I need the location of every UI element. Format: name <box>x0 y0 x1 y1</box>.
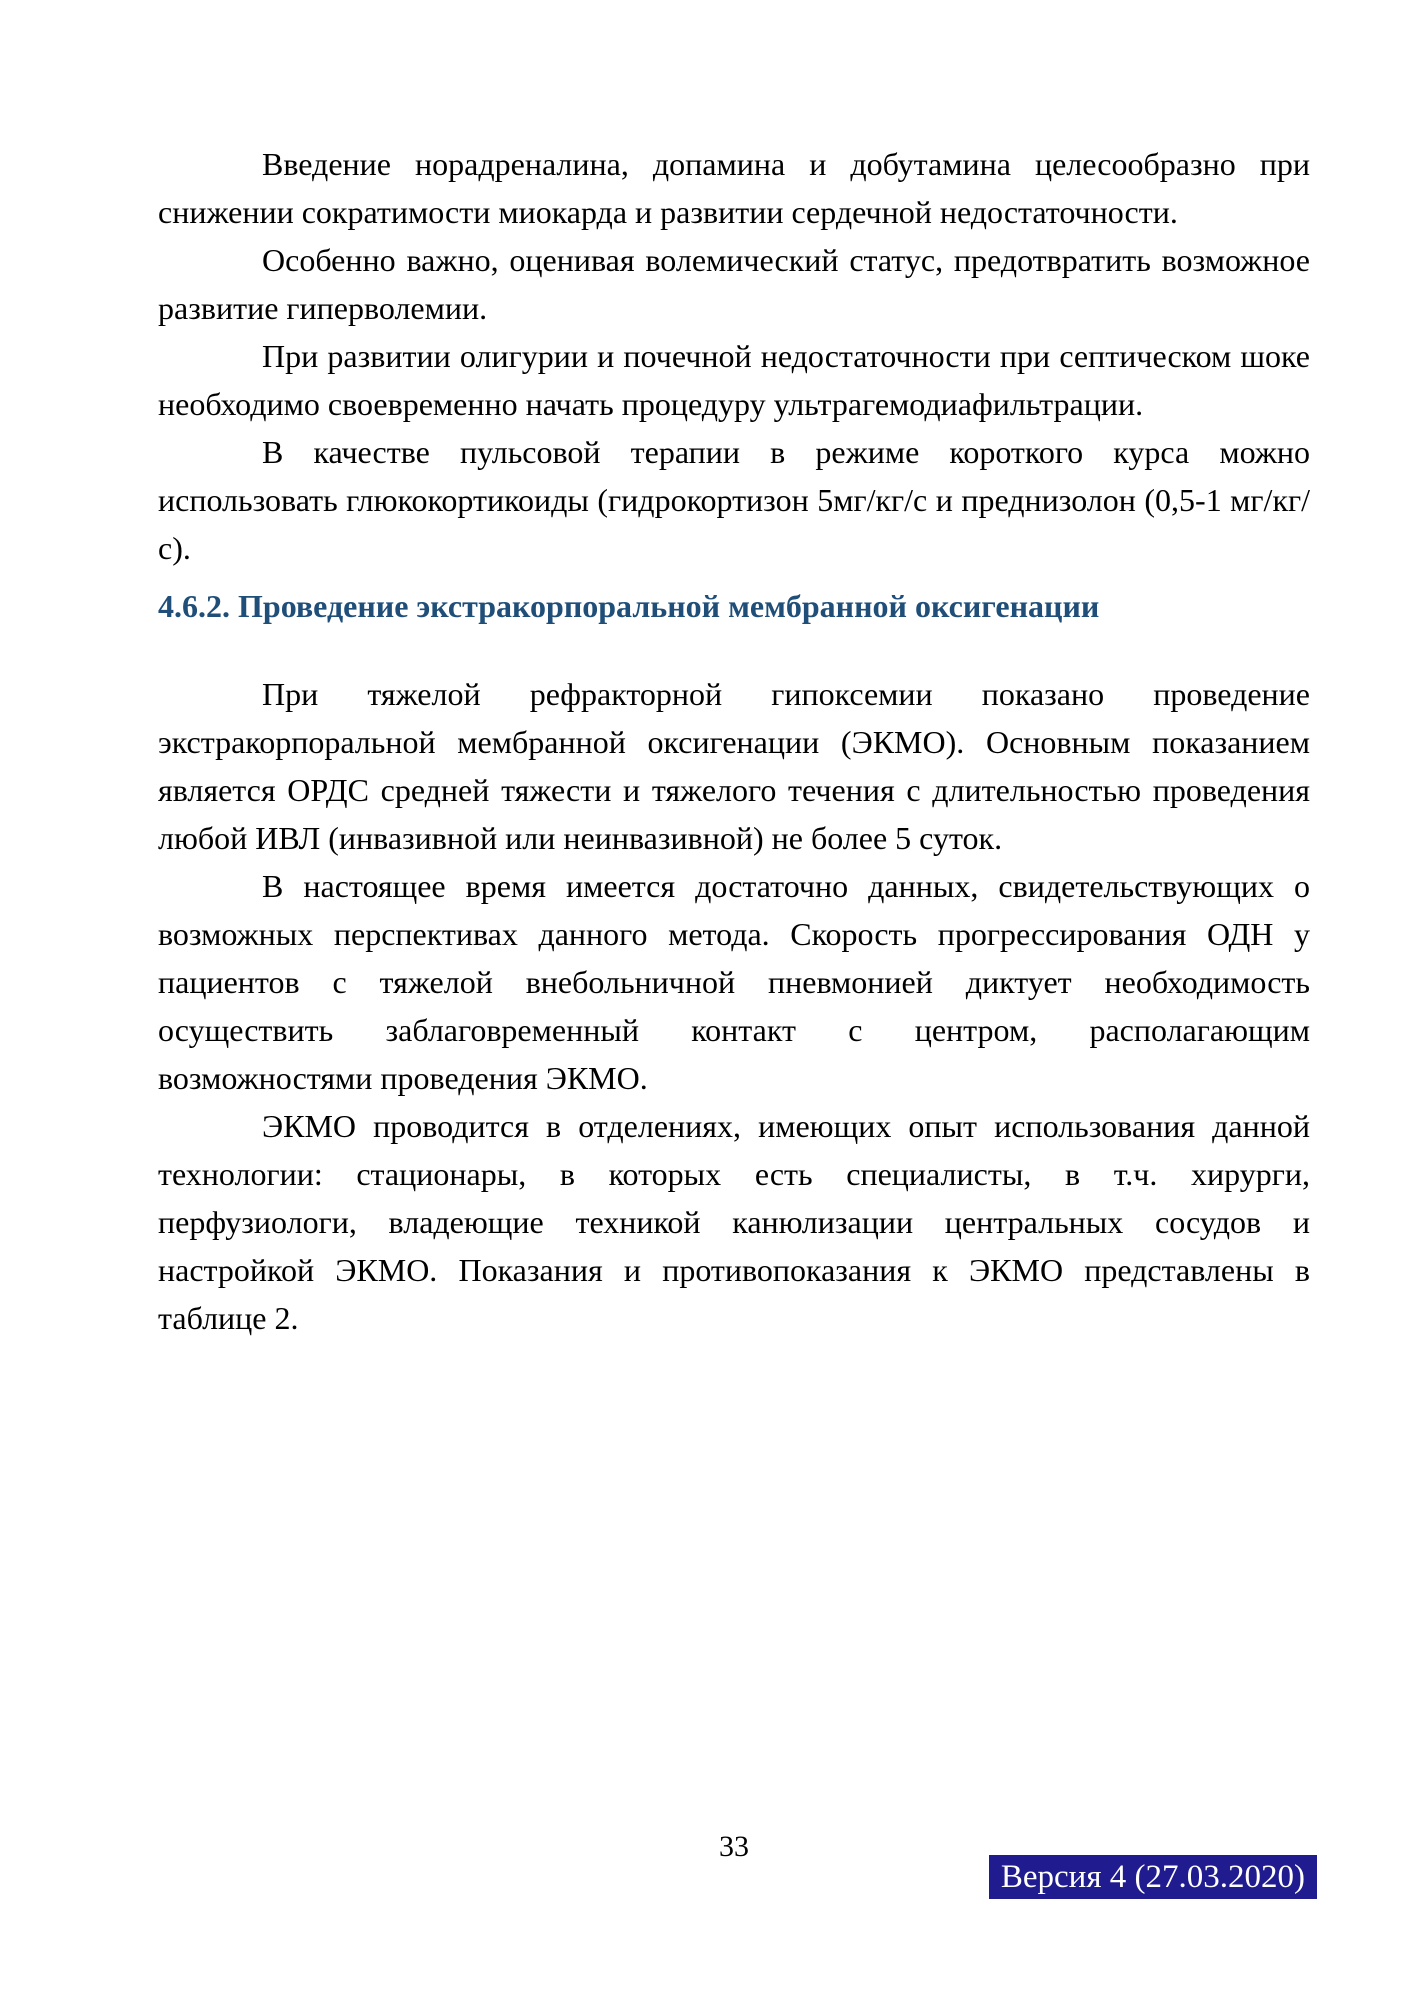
page-number: 33 <box>719 1830 749 1863</box>
paragraph-ecmo-departments: ЭКМО проводится в отделениях, имеющих опыт использования данной технологии: стационары, в которых есть специалисты, в т.ч. хирурги, перфузиологи, владеющие техникой канюлизации центральных сосудов и настройкой ЭКМО. Показания и противопоказания к ЭКМО представлены в таблице 2. <box>158 1108 1310 1336</box>
version-badge: Версия 4 (27.03.2020) <box>989 1855 1317 1899</box>
paragraph-pulse-therapy: В качестве пульсовой терапии в режиме короткого курса можно использовать глюкокортикоиды (гидрокортизон 5мг/кг/с и преднизолон (0,5-1 мг/кг/с). <box>158 434 1310 566</box>
paragraph-norepinephrine: Введение норадреналина, допамина и добутамина целесообразно при снижении сократимости миокарда и развитии сердечной недостаточности. <box>158 146 1310 230</box>
paragraph-ecmo-prospects: В настоящее время имеется достаточно данных, свидетельствующих о возможных перспективах данного метода. Скорость прогрессирования ОДН у пациентов с тяжелой внебольничной пневмонией диктует необходимость осуществить заблаговременный контакт с центром, располагающим возможностями проведения ЭКМО. <box>158 868 1310 1096</box>
text-block <box>158 140 1310 1342</box>
paragraph-volemic-status: Особенно важно, оценивая волемический статус, предотвратить возможное развитие гиперволемии. <box>158 242 1310 326</box>
section-heading-4-6-2: 4.6.2. Проведение экстракорпоральной мембранной оксигенации <box>158 588 1100 624</box>
paragraph-ecmo-indications: При тяжелой рефракторной гипоксемии показано проведение экстракорпоральной мембранной оксигенации (ЭКМО). Основным показанием является ОРДС средней тяжести и тяжелого течения с длительностью проведения любой ИВЛ (инвазивной или неинвазивной) не более 5 суток. <box>158 676 1310 856</box>
paragraph-oliguria: При развитии олигурии и почечной недостаточности при септическом шоке необходимо своевременно начать процедуру ультрагемодиафильтрации. <box>158 338 1310 422</box>
